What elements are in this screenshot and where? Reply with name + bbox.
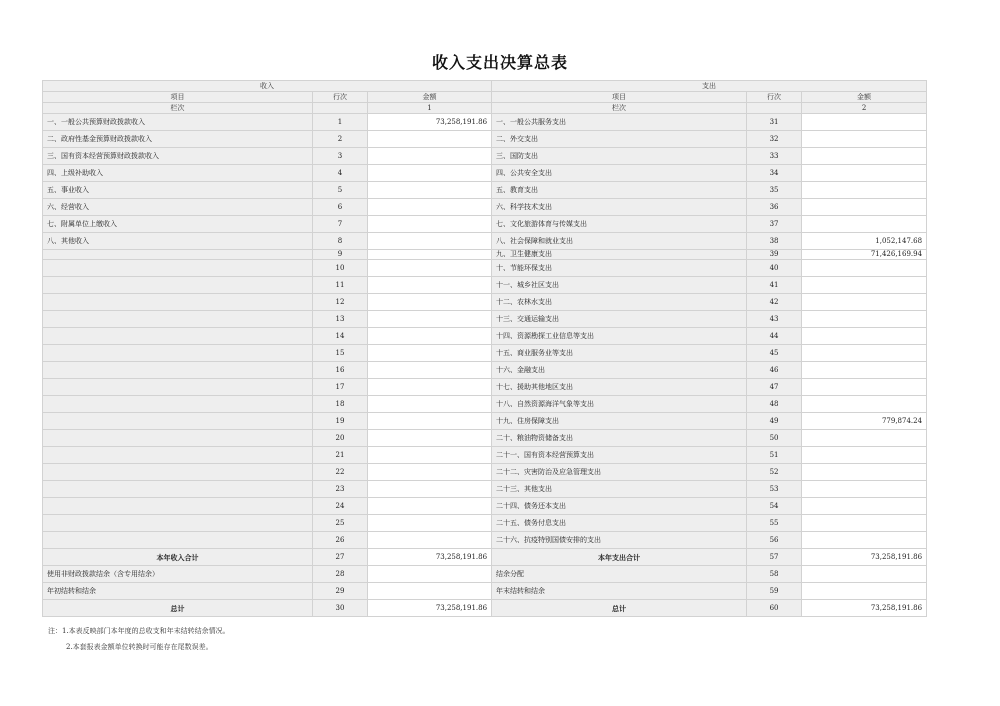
expense-item-cell: 二十六、抗疫特别国债安排的支出 (492, 532, 747, 549)
income-amount-cell (368, 464, 492, 481)
table-row (43, 379, 927, 396)
expense-amount-cell (802, 148, 927, 165)
income-item-cell: 使用非财政拨款结余（含专用结余） (43, 566, 313, 583)
expense-amount-cell (802, 311, 927, 328)
expense-amount-cell: 73,258,191.86 (802, 549, 927, 566)
income-item-cell: 八、其他收入 (43, 233, 313, 250)
table-row (43, 260, 927, 277)
expense-item-cell: 十四、资源勘探工业信息等支出 (492, 328, 747, 345)
table-row (43, 250, 927, 260)
income-item-cell (43, 345, 313, 362)
expense-line-cell: 33 (747, 148, 802, 165)
expense-line-cell: 39 (747, 250, 802, 260)
expense-line-cell: 53 (747, 481, 802, 498)
income-amount-header: 金额 (368, 92, 492, 103)
expense-amount-cell (802, 199, 927, 216)
income-line-cell: 28 (313, 566, 368, 583)
income-column-index-blank (313, 103, 368, 114)
expense-line-cell: 32 (747, 131, 802, 148)
income-line-cell: 30 (313, 600, 368, 617)
income-amount-cell (368, 250, 492, 260)
footnotes (48, 626, 230, 658)
income-line-cell: 4 (313, 165, 368, 182)
income-item-cell: 四、上级补助收入 (43, 165, 313, 182)
income-amount-cell (368, 396, 492, 413)
expense-line-cell: 42 (747, 294, 802, 311)
income-amount-cell (368, 216, 492, 233)
header-row-sections (43, 81, 927, 92)
expense-line-cell: 55 (747, 515, 802, 532)
income-amount-cell (368, 566, 492, 583)
income-line-cell: 5 (313, 182, 368, 199)
income-item-cell (43, 311, 313, 328)
expense-item-cell: 二、外交支出 (492, 131, 747, 148)
income-line-cell: 29 (313, 583, 368, 600)
expense-item-cell: 二十四、债务还本支出 (492, 498, 747, 515)
income-item-cell: 二、政府性基金预算财政拨款收入 (43, 131, 313, 148)
expense-amount-cell (802, 277, 927, 294)
income-line-cell: 24 (313, 498, 368, 515)
income-amount-cell (368, 515, 492, 532)
income-line-cell: 12 (313, 294, 368, 311)
income-line-cell: 1 (313, 114, 368, 131)
expense-item-cell: 二十三、其他支出 (492, 481, 747, 498)
expense-item-cell: 本年支出合计 (492, 549, 747, 566)
expense-amount-header: 金额 (802, 92, 927, 103)
table-row (43, 131, 927, 148)
income-amount-cell (368, 379, 492, 396)
income-line-cell: 23 (313, 481, 368, 498)
income-amount-cell: 73,258,191.86 (368, 549, 492, 566)
income-line-cell: 16 (313, 362, 368, 379)
income-item-cell (43, 379, 313, 396)
table-row (43, 464, 927, 481)
table-row (43, 600, 927, 617)
income-item-cell (43, 362, 313, 379)
table-row (43, 311, 927, 328)
income-line-cell: 10 (313, 260, 368, 277)
income-item-cell (43, 413, 313, 430)
income-amount-cell (368, 294, 492, 311)
table-row (43, 549, 927, 566)
expense-item-cell: 十二、农林水支出 (492, 294, 747, 311)
expense-line-cell: 54 (747, 498, 802, 515)
table-row (43, 277, 927, 294)
expense-item-cell: 十六、金融支出 (492, 362, 747, 379)
income-item-cell (43, 464, 313, 481)
page-title: 收入支出决算总表 (431, 53, 568, 72)
income-item-cell: 六、经营收入 (43, 199, 313, 216)
expense-item-cell: 八、社会保障和就业支出 (492, 233, 747, 250)
income-amount-cell (368, 583, 492, 600)
expense-line-header: 行次 (747, 92, 802, 103)
income-amount-cell: 73,258,191.86 (368, 600, 492, 617)
table-row (43, 294, 927, 311)
expense-column-index: 2 (802, 103, 927, 114)
income-column-index: 1 (368, 103, 492, 114)
expense-item-cell: 六、科学技术支出 (492, 199, 747, 216)
expense-amount-cell (802, 131, 927, 148)
expense-amount-cell: 73,258,191.86 (802, 600, 927, 617)
income-line-cell: 19 (313, 413, 368, 430)
expense-line-cell: 43 (747, 311, 802, 328)
expense-item-cell: 十五、商业服务业等支出 (492, 345, 747, 362)
income-item-cell (43, 481, 313, 498)
expense-item-cell: 年末结转和结余 (492, 583, 747, 600)
table-row (43, 566, 927, 583)
table-body (43, 114, 927, 617)
expense-line-cell: 56 (747, 532, 802, 549)
income-expense-table (42, 80, 927, 617)
expense-amount-cell (802, 260, 927, 277)
expense-item-cell: 十七、援助其他地区支出 (492, 379, 747, 396)
income-line-cell: 25 (313, 515, 368, 532)
expense-item-cell: 二十二、灾害防治及应急管理支出 (492, 464, 747, 481)
income-amount-cell (368, 182, 492, 199)
income-amount-cell: 73,258,191.86 (368, 114, 492, 131)
income-section-header: 收入 (43, 81, 492, 92)
table-row (43, 430, 927, 447)
expense-amount-cell (802, 396, 927, 413)
expense-line-cell: 50 (747, 430, 802, 447)
table-row (43, 345, 927, 362)
expense-line-cell: 31 (747, 114, 802, 131)
income-item-cell (43, 260, 313, 277)
income-item-cell: 总计 (43, 600, 313, 617)
income-amount-cell (368, 413, 492, 430)
income-item-cell (43, 396, 313, 413)
expense-item-cell: 七、文化旅游体育与传媒支出 (492, 216, 747, 233)
expense-item-cell: 四、公共安全支出 (492, 165, 747, 182)
income-item-cell (43, 515, 313, 532)
expense-amount-cell (802, 464, 927, 481)
expense-item-cell: 十三、交通运输支出 (492, 311, 747, 328)
expense-item-cell: 五、教育支出 (492, 182, 747, 199)
income-amount-cell (368, 498, 492, 515)
expense-line-cell: 59 (747, 583, 802, 600)
income-line-header: 行次 (313, 92, 368, 103)
table-row (43, 233, 927, 250)
expense-item-cell: 九、卫生健康支出 (492, 250, 747, 260)
income-line-cell: 27 (313, 549, 368, 566)
expense-line-cell: 37 (747, 216, 802, 233)
income-item-cell (43, 277, 313, 294)
expense-line-cell: 58 (747, 566, 802, 583)
income-item-cell: 五、事业收入 (43, 182, 313, 199)
income-line-cell: 22 (313, 464, 368, 481)
income-line-cell: 20 (313, 430, 368, 447)
income-amount-cell (368, 311, 492, 328)
expense-item-cell: 总计 (492, 600, 747, 617)
expense-amount-cell (802, 216, 927, 233)
expense-line-cell: 46 (747, 362, 802, 379)
expense-amount-cell (802, 498, 927, 515)
expense-amount-cell (802, 379, 927, 396)
table-row (43, 362, 927, 379)
expense-column-index-label: 栏次 (492, 103, 747, 114)
income-line-cell: 6 (313, 199, 368, 216)
income-line-cell: 8 (313, 233, 368, 250)
expense-line-cell: 60 (747, 600, 802, 617)
expense-line-cell: 45 (747, 345, 802, 362)
table-row (43, 532, 927, 549)
expense-amount-cell (802, 114, 927, 131)
income-column-index-label: 栏次 (43, 103, 313, 114)
income-item-cell (43, 294, 313, 311)
income-amount-cell (368, 345, 492, 362)
income-line-cell: 13 (313, 311, 368, 328)
expense-line-cell: 52 (747, 464, 802, 481)
expense-item-header: 项目 (492, 92, 747, 103)
income-amount-cell (368, 532, 492, 549)
income-item-cell (43, 532, 313, 549)
income-item-cell: 一、一般公共预算财政拨款收入 (43, 114, 313, 131)
footnote-1: 注：1.本表反映部门本年度的总收支和年末结转结余情况。 (48, 627, 230, 635)
income-line-cell: 2 (313, 131, 368, 148)
income-amount-cell (368, 362, 492, 379)
expense-line-cell: 34 (747, 165, 802, 182)
expense-item-cell: 十八、自然资源海洋气象等支出 (492, 396, 747, 413)
income-line-cell: 3 (313, 148, 368, 165)
expense-amount-cell (802, 583, 927, 600)
expense-line-cell: 35 (747, 182, 802, 199)
header-row-columns (43, 92, 927, 103)
header-row-index (43, 103, 927, 114)
expense-amount-cell: 71,426,169.94 (802, 250, 927, 260)
expense-line-cell: 40 (747, 260, 802, 277)
expense-item-cell: 十、节能环保支出 (492, 260, 747, 277)
income-line-cell: 17 (313, 379, 368, 396)
table-row (43, 396, 927, 413)
income-amount-cell (368, 148, 492, 165)
table-row (43, 216, 927, 233)
income-line-cell: 18 (313, 396, 368, 413)
income-item-header: 项目 (43, 92, 313, 103)
income-item-cell (43, 498, 313, 515)
table-row (43, 515, 927, 532)
income-line-cell: 11 (313, 277, 368, 294)
footnote-2: 2.本套报表金额单位转换时可能存在尾数误差。 (66, 643, 213, 651)
expense-amount-cell (802, 430, 927, 447)
income-item-cell: 七、附属单位上缴收入 (43, 216, 313, 233)
expense-line-cell: 48 (747, 396, 802, 413)
income-amount-cell (368, 199, 492, 216)
income-amount-cell (368, 447, 492, 464)
expense-amount-cell: 779,874.24 (802, 413, 927, 430)
income-line-cell: 7 (313, 216, 368, 233)
expense-amount-cell (802, 532, 927, 549)
expense-column-index-blank (747, 103, 802, 114)
income-amount-cell (368, 430, 492, 447)
expense-amount-cell (802, 515, 927, 532)
income-amount-cell (368, 277, 492, 294)
table-row (43, 114, 927, 131)
income-item-cell: 年初结转和结余 (43, 583, 313, 600)
table-row (43, 481, 927, 498)
expense-amount-cell (802, 165, 927, 182)
table-row (43, 148, 927, 165)
expense-line-cell: 38 (747, 233, 802, 250)
expense-item-cell: 三、国防支出 (492, 148, 747, 165)
income-item-cell (43, 430, 313, 447)
expense-item-cell: 十九、住房保障支出 (492, 413, 747, 430)
expense-section-header: 支出 (492, 81, 927, 92)
expense-amount-cell (802, 566, 927, 583)
table-row (43, 498, 927, 515)
income-line-cell: 15 (313, 345, 368, 362)
expense-line-cell: 57 (747, 549, 802, 566)
expense-line-cell: 44 (747, 328, 802, 345)
table-row (43, 165, 927, 182)
expense-line-cell: 51 (747, 447, 802, 464)
expense-amount-cell (802, 345, 927, 362)
income-line-cell: 26 (313, 532, 368, 549)
income-line-cell: 21 (313, 447, 368, 464)
table-row (43, 583, 927, 600)
income-item-cell (43, 447, 313, 464)
income-amount-cell (368, 481, 492, 498)
table-row (43, 182, 927, 199)
expense-item-cell: 二十、粮油物资储备支出 (492, 430, 747, 447)
income-item-cell: 三、国有资本经营预算财政拨款收入 (43, 148, 313, 165)
expense-amount-cell (802, 481, 927, 498)
table-row (43, 447, 927, 464)
income-amount-cell (368, 131, 492, 148)
expense-amount-cell (802, 447, 927, 464)
expense-amount-cell (802, 362, 927, 379)
income-amount-cell (368, 233, 492, 250)
income-amount-cell (368, 328, 492, 345)
expense-item-cell: 二十一、国有资本经营预算支出 (492, 447, 747, 464)
income-line-cell: 14 (313, 328, 368, 345)
table-row (43, 199, 927, 216)
income-amount-cell (368, 165, 492, 182)
expense-item-cell: 一、一般公共服务支出 (492, 114, 747, 131)
expense-amount-cell (802, 294, 927, 311)
income-amount-cell (368, 260, 492, 277)
expense-line-cell: 41 (747, 277, 802, 294)
expense-line-cell: 36 (747, 199, 802, 216)
table-row (43, 413, 927, 430)
expense-item-cell: 结余分配 (492, 566, 747, 583)
income-item-cell (43, 250, 313, 260)
table-row (43, 328, 927, 345)
expense-amount-cell (802, 182, 927, 199)
income-item-cell (43, 328, 313, 345)
expense-item-cell: 十一、城乡社区支出 (492, 277, 747, 294)
income-line-cell: 9 (313, 250, 368, 260)
expense-amount-cell (802, 328, 927, 345)
income-item-cell: 本年收入合计 (43, 549, 313, 566)
expense-line-cell: 49 (747, 413, 802, 430)
expense-line-cell: 47 (747, 379, 802, 396)
expense-amount-cell: 1,052,147.68 (802, 233, 927, 250)
expense-item-cell: 二十五、债务付息支出 (492, 515, 747, 532)
